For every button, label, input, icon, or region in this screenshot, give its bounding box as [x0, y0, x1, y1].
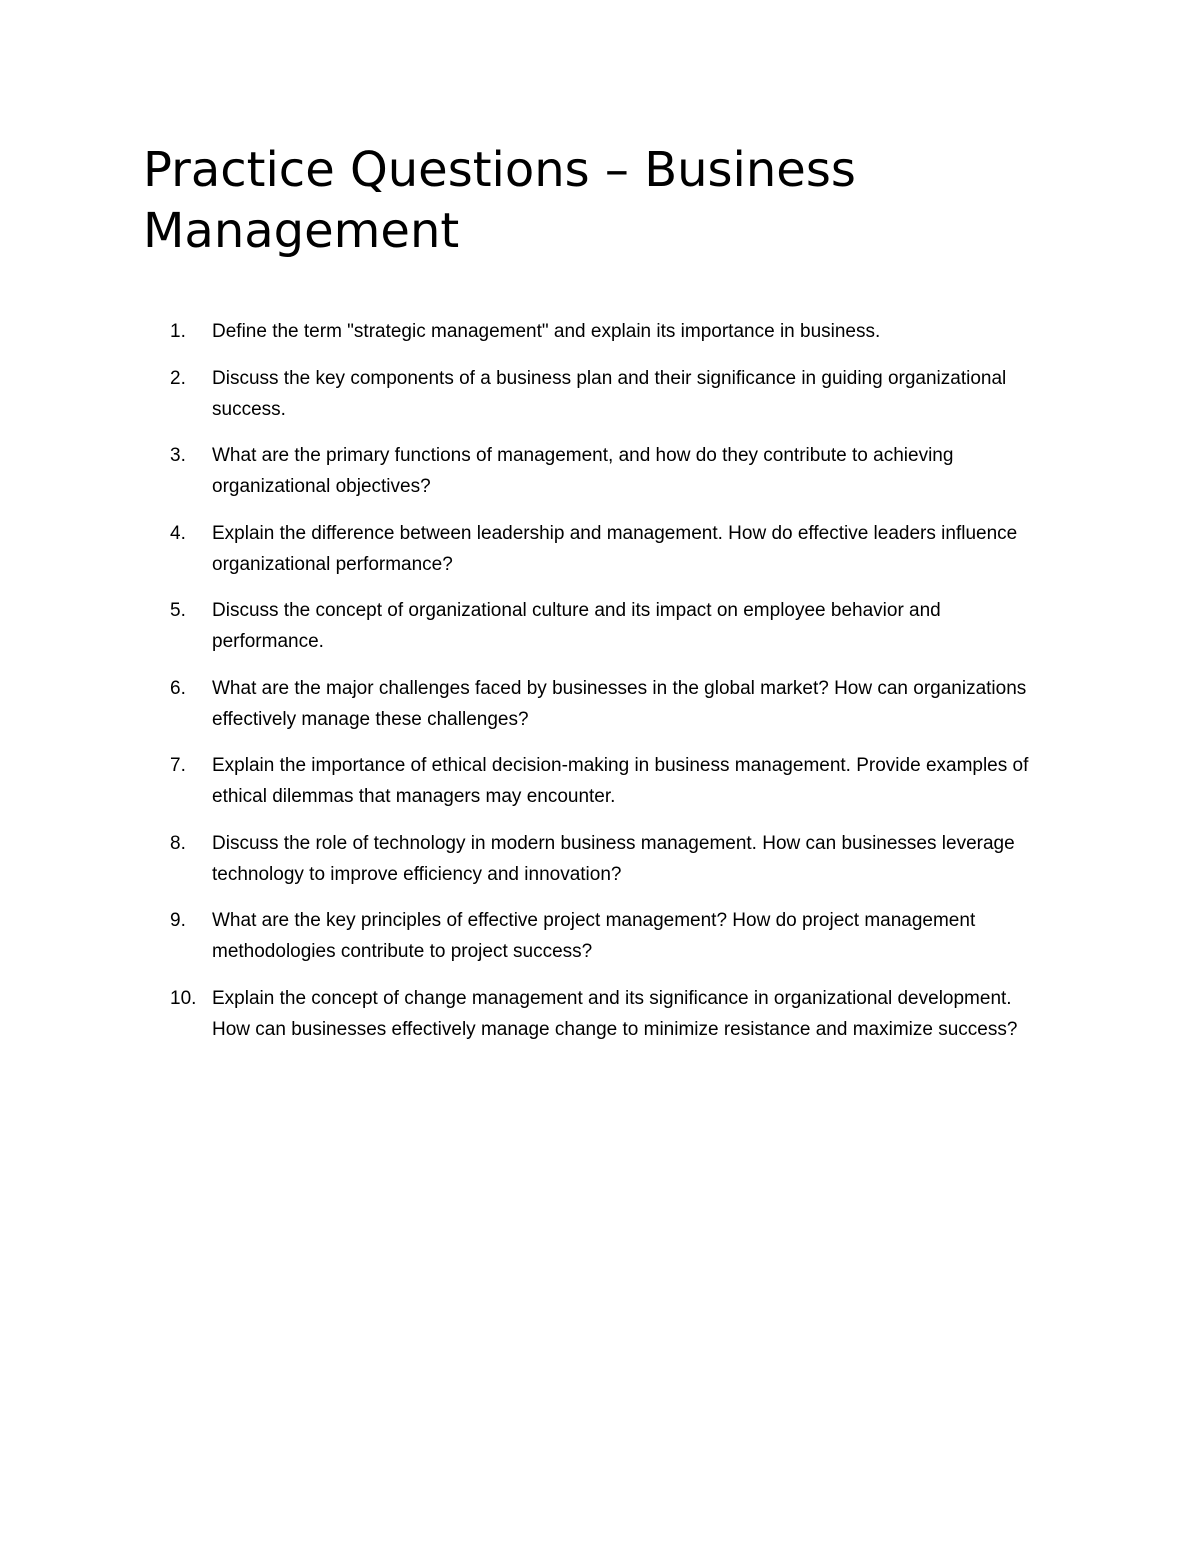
page-title: Practice Questions – Business Management [143, 142, 856, 259]
question-number: 9. [170, 910, 186, 931]
question-text: Discuss the concept of organizational culture and its impact on employee behavior and performance. [212, 600, 941, 652]
question-number: 4. [170, 522, 186, 544]
question-item [170, 363, 1050, 425]
question-item [170, 828, 1050, 890]
question-text: Explain the importance of ethical decision-making in business management. Provide examples of ethical dilemmas that managers may encounter. [212, 755, 1029, 807]
question-item [170, 440, 1050, 502]
question-text: Define the term "strategic management" and explain its importance in business. [212, 321, 881, 342]
question-number: 8. [170, 832, 186, 854]
question-text: Discuss the role of technology in modern business management. How can businesses leverage technology to improve efficiency and innovation? [212, 832, 1015, 885]
question-number: 7. [170, 755, 186, 776]
question-item [170, 983, 1050, 1045]
question-item [170, 673, 1050, 735]
question-item [170, 750, 1050, 812]
question-item [170, 316, 1050, 347]
question-number: 2. [170, 367, 186, 389]
question-text: What are the primary functions of management, and how do they contribute to achieving organizational objectives? [212, 445, 954, 497]
question-number: 10. [170, 987, 197, 1009]
question-number: 6. [170, 677, 186, 699]
question-item [170, 595, 1050, 657]
question-text: Discuss the key components of a business plan and their significance in guiding organizational success. [212, 367, 1007, 420]
question-item [170, 905, 1050, 967]
question-text: What are the key principles of effective project management? How do project management methodologies contribute to project success? [212, 910, 976, 962]
question-text: Explain the difference between leadership and management. How do effective leaders influence organizational performance? [212, 522, 1018, 575]
question-text: What are the major challenges faced by businesses in the global market? How can organizations effectively manage these challenges? [212, 677, 1027, 730]
question-number: 1. [170, 321, 186, 342]
question-number: 5. [170, 600, 186, 621]
question-text: Explain the concept of change management and its significance in organizational development. How can businesses effectively manage change to minimize resistance and maximize success? [212, 987, 1018, 1040]
question-item [170, 518, 1050, 580]
question-list [170, 316, 1050, 1060]
question-number: 3. [170, 445, 186, 466]
